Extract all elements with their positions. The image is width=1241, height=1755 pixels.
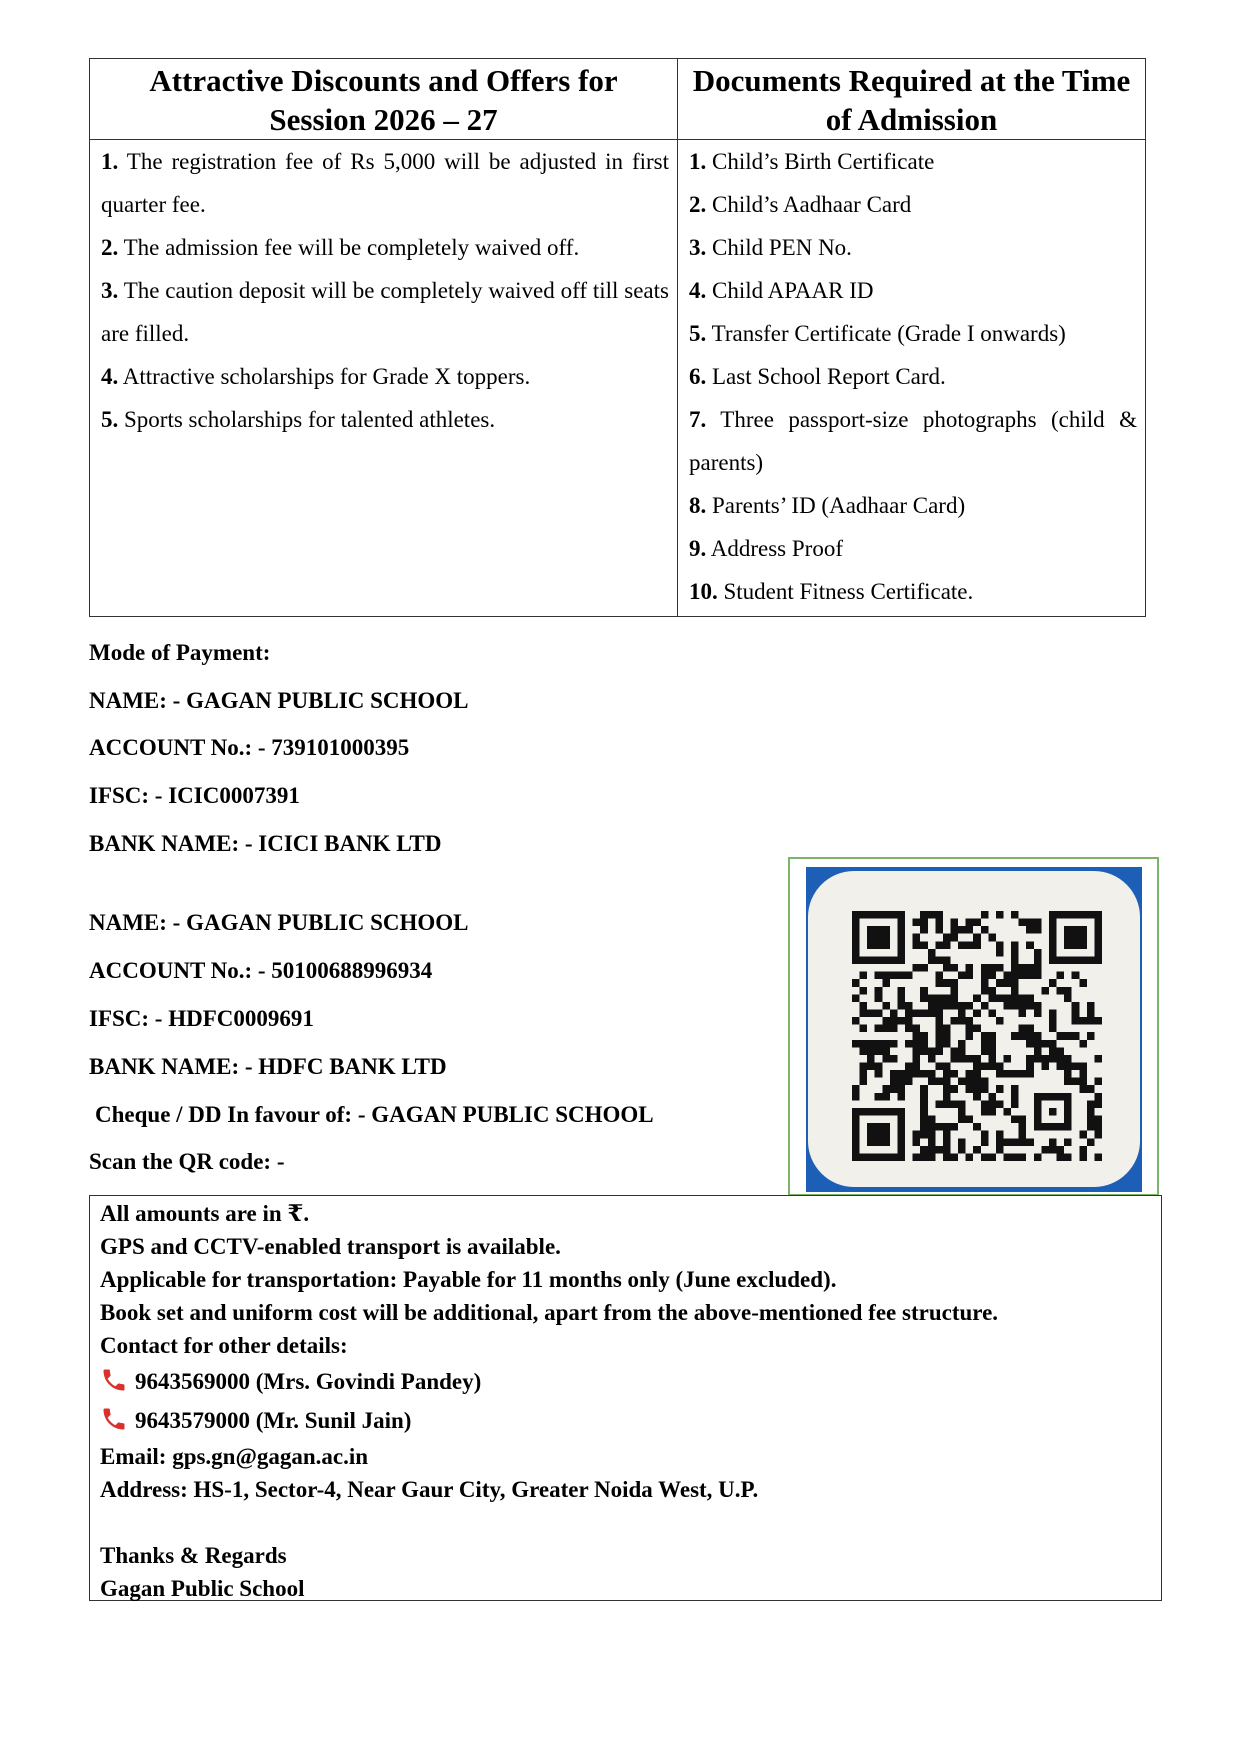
documents-heading: Documents Required at the Time of Admission [678, 59, 1146, 140]
documents-list [678, 140, 1146, 617]
contact-email[interactable]: Email: gps.gn@gagan.ac.in [100, 1444, 369, 1469]
note-line: Book set and uniform cost will be additional, apart from the above-mentioned fee structure. [100, 1300, 999, 1325]
document-item: 6. Last School Report Card. [689, 364, 946, 389]
qr-card [808, 871, 1140, 1187]
document-item: 3. Child PEN No. [689, 235, 852, 260]
offers-heading: Attractive Discounts and Offers for Session 2026 – 27 [90, 59, 678, 140]
phone-icon [100, 1405, 128, 1433]
phone-text: 9643579000 (Mr. Sunil Jain) [135, 1408, 412, 1433]
qr-label: Scan the QR code: - [89, 1149, 285, 1174]
note-line: All amounts are in ₹. [100, 1201, 310, 1226]
signature-text: Gagan Public School [100, 1576, 305, 1601]
document-item: 5. Transfer Certificate (Grade I onwards) [689, 321, 1066, 346]
offer-item: 4. Attractive scholarships for Grade X toppers. [101, 364, 531, 389]
qr-photo [806, 867, 1142, 1192]
notes-box [89, 1195, 1162, 1601]
account-bank: BANK NAME: - HDFC BANK LTD [89, 1054, 447, 1079]
account-name: NAME: - GAGAN PUBLIC SCHOOL [89, 688, 469, 713]
account-name: NAME: - GAGAN PUBLIC SCHOOL [89, 910, 469, 935]
account-number: ACCOUNT No.: - 50100688996934 [89, 958, 433, 983]
offer-item: 2. The admission fee will be completely waived off. [101, 235, 580, 260]
phone-icon [100, 1366, 128, 1394]
qr-frame [788, 857, 1159, 1196]
account-ifsc: IFSC: - ICIC0007391 [89, 783, 300, 808]
document-item: 8. Parents’ ID (Aadhaar Card) [689, 493, 966, 518]
offer-item: 5. Sports scholarships for talented athletes. [101, 407, 496, 432]
document-item: 7. Three passport-size photographs (child & parents) [689, 407, 1137, 475]
document-item: 2. Child’s Aadhaar Card [689, 192, 912, 217]
offer-item: 1. The registration fee of Rs 5,000 will be adjusted in first quarter fee. [101, 149, 669, 217]
document-item: 9. Address Proof [689, 536, 843, 561]
offer-item: 3. The caution deposit will be completely waived off till seats are filled. [101, 278, 669, 346]
account-number: ACCOUNT No.: - 739101000395 [89, 735, 410, 760]
account-bank: BANK NAME: - ICICI BANK LTD [89, 831, 442, 856]
payment-title: Mode of Payment: [89, 640, 271, 665]
contact-address: Address: HS-1, Sector-4, Near Gaur City, Greater Noida West, U.P. [100, 1477, 759, 1502]
account-ifsc: IFSC: - HDFC0009691 [89, 1006, 314, 1031]
contact-phone[interactable] [100, 1401, 1151, 1440]
note-line: Applicable for transportation: Payable for 11 months only (June excluded). [100, 1267, 837, 1292]
note-line: GPS and CCTV-enabled transport is available. [100, 1234, 561, 1259]
cheque-note: Cheque / DD In favour of: - GAGAN PUBLIC SCHOOL [95, 1102, 654, 1127]
info-table [89, 58, 1146, 617]
document-item: 10. Student Fitness Certificate. [689, 579, 974, 604]
note-line: Contact for other details: [100, 1333, 348, 1358]
phone-text: 9643569000 (Mrs. Govindi Pandey) [135, 1369, 482, 1394]
offers-list [90, 140, 678, 617]
closing-text: Thanks & Regards [100, 1543, 287, 1568]
document-item: 1. Child’s Birth Certificate [689, 149, 935, 174]
qr-code[interactable] [852, 911, 1102, 1161]
contact-phone[interactable] [100, 1362, 1151, 1401]
document-item: 4. Child APAAR ID [689, 278, 874, 303]
